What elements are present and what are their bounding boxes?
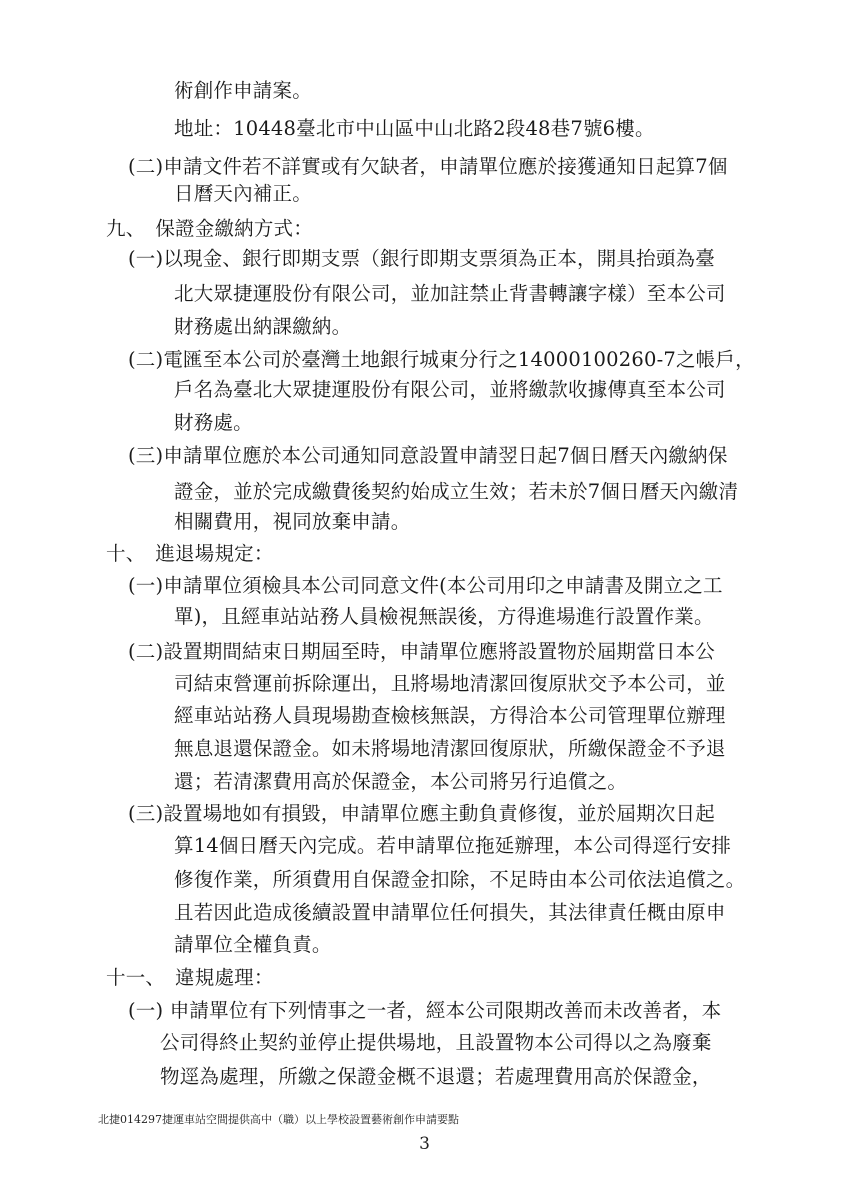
text-line: 財務處出納課繳納。 (174, 315, 352, 338)
section-heading: 十、 進退場規定： (106, 542, 274, 565)
text-line: 無息退還保證金。如未將場地清潔回復原狀，所繳保證金不予退 (174, 737, 726, 760)
page-number: 3 (419, 1134, 430, 1154)
text-line: 術創作申請案。 (174, 79, 312, 102)
section-heading: 十一、 違規處理： (106, 966, 274, 989)
text-line: 北大眾捷運股份有限公司，並加註禁止背書轉讓字樣）至本公司 (174, 282, 726, 305)
text-line: (一) 申請單位有下列情事之一者，經本公司限期改善而未改善者，本 (128, 999, 722, 1022)
text-line: 算14個日曆天內完成。若申請單位拖延辦理，本公司得逕行安排 (174, 834, 732, 857)
text-line: (一)以現金、銀行即期支票（銀行即期支票須為正本，開具抬頭為臺 (128, 247, 715, 270)
text-line: (一)申請單位須檢具本公司同意文件(本公司用印之申請書及開立之工 (128, 574, 723, 597)
text-line: 修復作業，所須費用自保證金扣除，不足時由本公司依法追償之。 (174, 868, 746, 891)
text-line: 相關費用，視同放棄申請。 (174, 510, 411, 533)
text-line: 司結束營運前拆除運出，且將場地清潔回復原狀交予本公司，並 (174, 672, 726, 695)
text-line: 地址：10448臺北市中山區中山北路2段48巷7號6樓。 (174, 117, 655, 140)
text-line: 且若因此造成後續設置申請單位任何損失，其法律責任概由原申 (174, 901, 726, 924)
text-line: (三)設置場地如有損毀，申請單位應主動負責修復，並於屆期次日起 (128, 802, 715, 825)
text-line: 日曆天內補正。 (174, 182, 312, 205)
text-line: (三)申請單位應於本公司通知同意設置申請翌日起7個日曆天內繳納保 (128, 444, 728, 467)
text-line: 單)，且經車站站務人員檢視無誤後，方得進場進行設置作業。 (174, 605, 714, 628)
footer-title: 北捷014297捷運車站空間提供高中（職）以上學校設置藝術創作申請要點 (98, 1113, 459, 1126)
text-line: 公司得終止契約並停止提供場地，且設置物本公司得以之為廢棄 (160, 1031, 712, 1054)
text-line: 證金，並於完成繳費後契約始成立生效；若未於7個日曆天內繳清 (174, 480, 739, 503)
section-heading: 九、 保證金繳納方式： (106, 217, 313, 240)
text-line: (二)電匯至本公司於臺灣土地銀行城東分行之14000100260-7之帳戶， (128, 348, 755, 371)
text-line: 還；若清潔費用高於保證金，本公司將另行追償之。 (174, 770, 628, 793)
text-line: 請單位全權負責。 (174, 933, 332, 956)
text-line: (二)申請文件若不詳實或有欠缺者，申請單位應於接獲通知日起算7個 (128, 155, 728, 178)
text-line: 戶名為臺北大眾捷運股份有限公司，並將繳款收據傳真至本公司 (174, 378, 726, 401)
text-line: (二)設置期間結束日期屆至時，申請單位應將設置物於屆期當日本公 (128, 640, 715, 663)
text-line: 財務處。 (174, 411, 253, 434)
text-line: 經車站站務人員現場勘查檢核無誤，方得洽本公司管理單位辦理 (174, 704, 726, 727)
text-line: 物逕為處理，所繳之保證金概不退還；若處理費用高於保證金， (160, 1065, 712, 1088)
